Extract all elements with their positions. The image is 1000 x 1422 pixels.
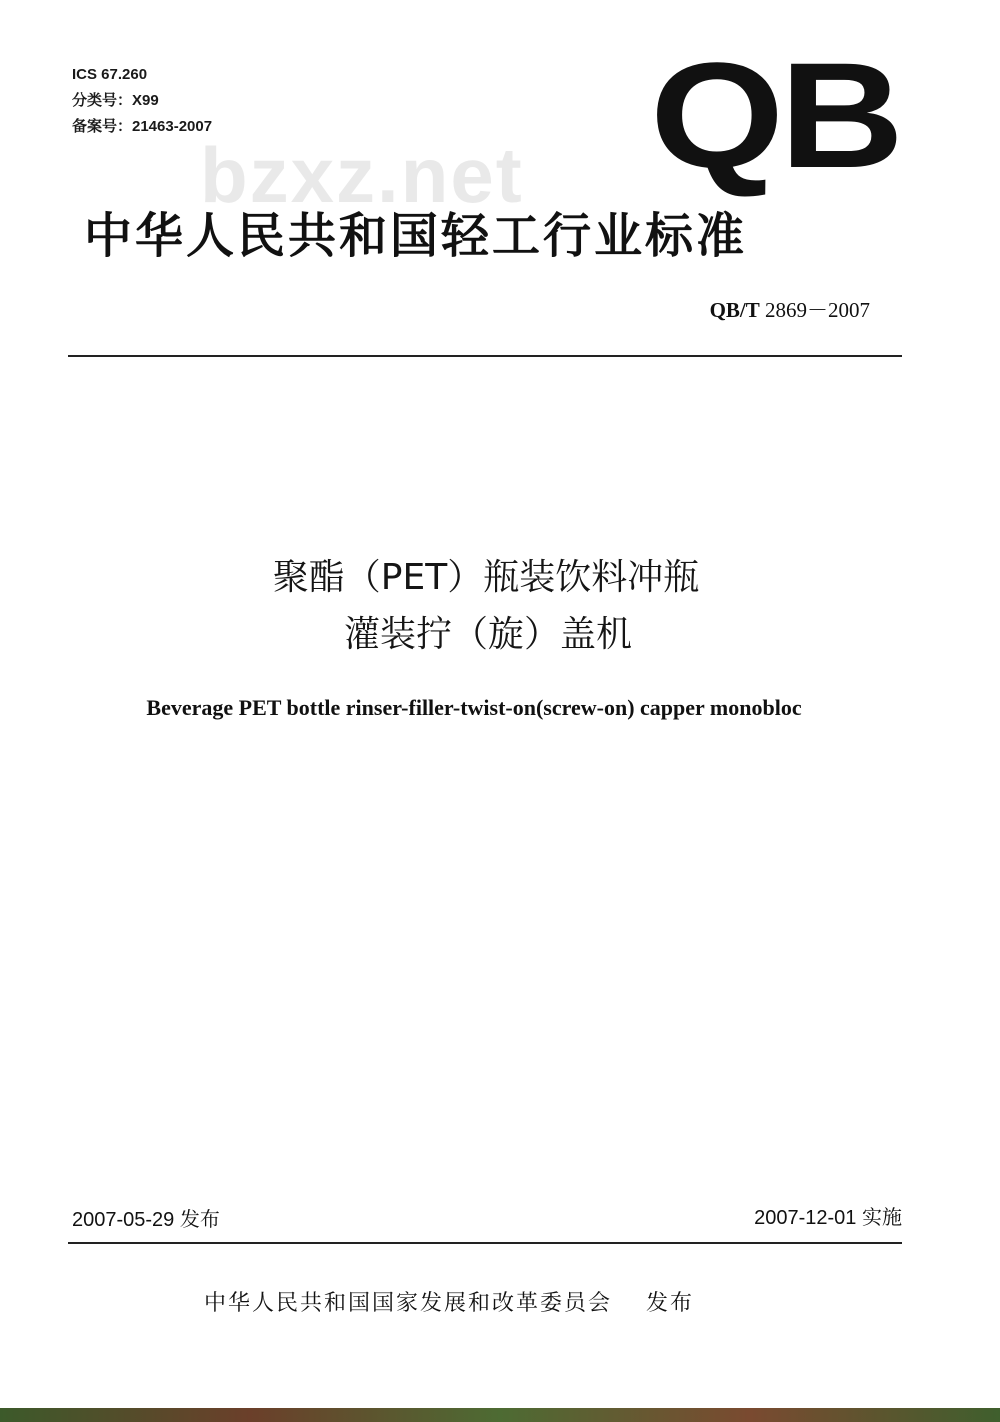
- publisher-line: [204, 1288, 694, 1320]
- implementation-date: 2007-12-01 实施: [754, 1207, 902, 1229]
- bottom-divider: [68, 1242, 902, 1244]
- standard-category-title: 中华人民共和国轻工行业标准: [84, 208, 748, 264]
- standard-number-value: 2869－2007: [765, 298, 870, 322]
- classification-code: 分类号：X99: [72, 92, 159, 109]
- standard-number: [710, 296, 870, 324]
- ics-code: ICS 67.260: [72, 66, 148, 83]
- bottom-photo-strip: [0, 1408, 1000, 1422]
- record-number: 备案号：21463-2007: [72, 118, 213, 135]
- document-title-cn-line1: 聚酯（PET）瓶装饮料冲瓶: [272, 557, 700, 598]
- top-divider: [68, 355, 902, 357]
- issue-date: 2007-05-29 发布: [72, 1209, 220, 1231]
- document-title-en: Beverage PET bottle rinser-filler-twist-on(screw-on) capper monobloc: [146, 695, 802, 720]
- watermark: bzxz.net: [200, 131, 524, 219]
- qb-logo: QB: [650, 31, 900, 199]
- publisher-name: 中华人民共和国国家发展和改革委员会: [204, 1291, 613, 1316]
- standard-number-prefix: QB/T: [709, 298, 760, 322]
- metadata-block: [72, 62, 212, 140]
- document-title-cn-line2: 灌装拧（旋）盖机: [343, 614, 632, 655]
- publish-label: 发布: [646, 1291, 695, 1316]
